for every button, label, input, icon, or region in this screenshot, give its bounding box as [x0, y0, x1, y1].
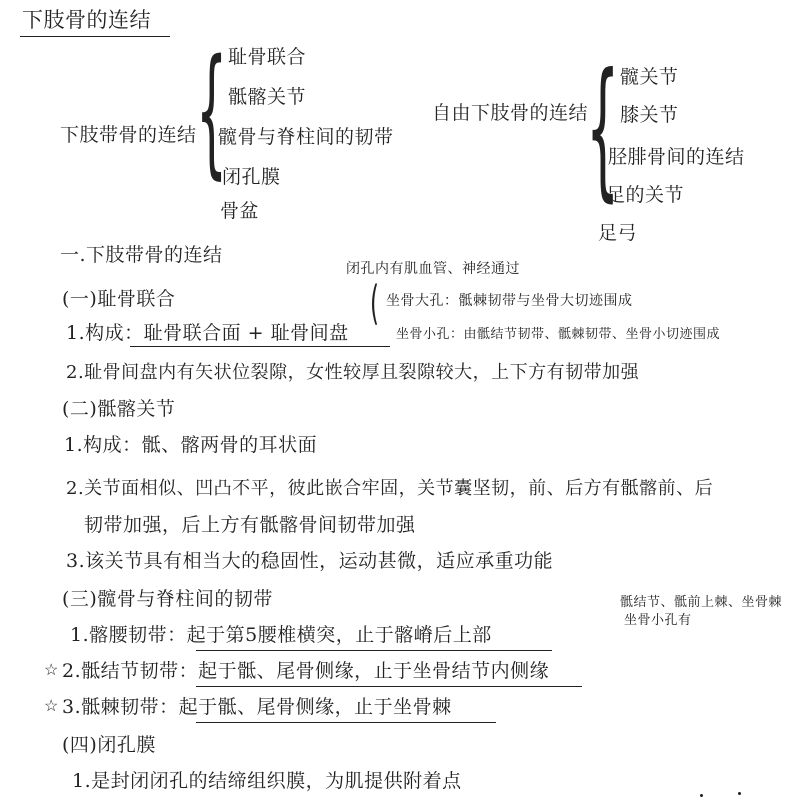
- girdle-label: 下肢带骨的连结: [60, 124, 197, 146]
- free-item-5: 足弓: [598, 222, 638, 244]
- section-one-heading: 一.下肢带骨的连结: [60, 244, 223, 266]
- annotation-lesser-sciatic: 坐骨小孔：由骶结节韧带、骶棘韧带、坐骨小切迹围成: [396, 327, 721, 342]
- ligament-mark-2: ☆: [44, 660, 59, 679]
- pubic-heading: (一)耻骨联合: [62, 288, 176, 310]
- pubic-line-2: 2.耻骨间盘内有矢状位裂隙，女性较厚且裂隙较大，上下方有韧带加强: [66, 362, 640, 383]
- girdle-brace: {: [196, 30, 228, 193]
- annotation-bracket: (: [370, 276, 379, 330]
- ligaments-heading: (三)髋骨与脊柱间的韧带: [62, 588, 273, 610]
- obturator-heading: (四)闭孔膜: [62, 734, 156, 756]
- ligament-line-3: 3.骶棘韧带：起于骶、尾骨侧缘，止于坐骨棘: [62, 696, 452, 718]
- annotation-obturator-canal: 闭孔内有肌血管、神经通过: [346, 261, 520, 277]
- ligament-line-3-underline: [196, 722, 496, 723]
- girdle-item-1: 耻骨联合: [228, 46, 307, 68]
- girdle-item-2: 骶髂关节: [228, 86, 307, 108]
- side-note-1: 骶结节、骶前上棘、坐骨棘: [620, 595, 783, 610]
- obturator-line-1: 1.是封闭闭孔的结缔组织膜，为肌提供附着点: [72, 770, 462, 792]
- girdle-item-4: 闭孔膜: [222, 166, 281, 188]
- free-item-1: 髋关节: [620, 66, 679, 88]
- pen-mark: [700, 794, 703, 797]
- free-label: 自由下肢骨的连结: [432, 102, 589, 124]
- pubic-line-1: 1.构成：耻骨联合面 + 耻骨间盘: [66, 322, 349, 344]
- side-note-2: 坐骨小孔有: [624, 613, 692, 628]
- free-item-2: 膝关节: [620, 104, 679, 126]
- sacroiliac-line-2a: 2.关节面相似、凹凸不平，彼此嵌合牢固，关节囊坚韧，前、后方有骶髂前、后: [66, 478, 714, 499]
- pubic-line-1-underline: [130, 346, 390, 347]
- ligament-line-1: 1.髂腰韧带：起于第5腰椎横突，止于髂嵴后上部: [70, 624, 492, 646]
- free-item-3: 胫腓骨间的连结: [608, 146, 745, 168]
- ligament-line-1-underline: [196, 650, 552, 651]
- annotation-greater-sciatic: 坐骨大孔：骶棘韧带与坐骨大切迹围成: [386, 293, 633, 309]
- sacroiliac-line-3: 3.该关节具有相当大的稳固性，运动甚微，适应承重功能: [66, 550, 554, 572]
- sacroiliac-heading: (二)骶髂关节: [62, 398, 176, 420]
- girdle-item-3: 髋骨与脊柱间的韧带: [218, 126, 394, 148]
- page-title: 下肢骨的连结: [22, 8, 151, 32]
- free-brace: {: [586, 42, 620, 216]
- ligament-mark-3: ☆: [44, 696, 59, 715]
- pen-mark: [738, 792, 741, 795]
- ligament-line-2: 2.骶结节韧带：起于骶、尾骨侧缘，止于坐骨结节内侧缘: [62, 660, 550, 682]
- free-item-4: 足的关节: [606, 184, 685, 206]
- sacroiliac-line-2b: 韧带加强，后上方有骶髂骨间韧带加强: [84, 514, 416, 536]
- sacroiliac-line-1: 1.构成：骶、髂两骨的耳状面: [64, 434, 318, 456]
- girdle-item-5: 骨盆: [220, 200, 260, 222]
- ligament-line-2-underline: [196, 686, 582, 687]
- title-underline: [20, 36, 170, 37]
